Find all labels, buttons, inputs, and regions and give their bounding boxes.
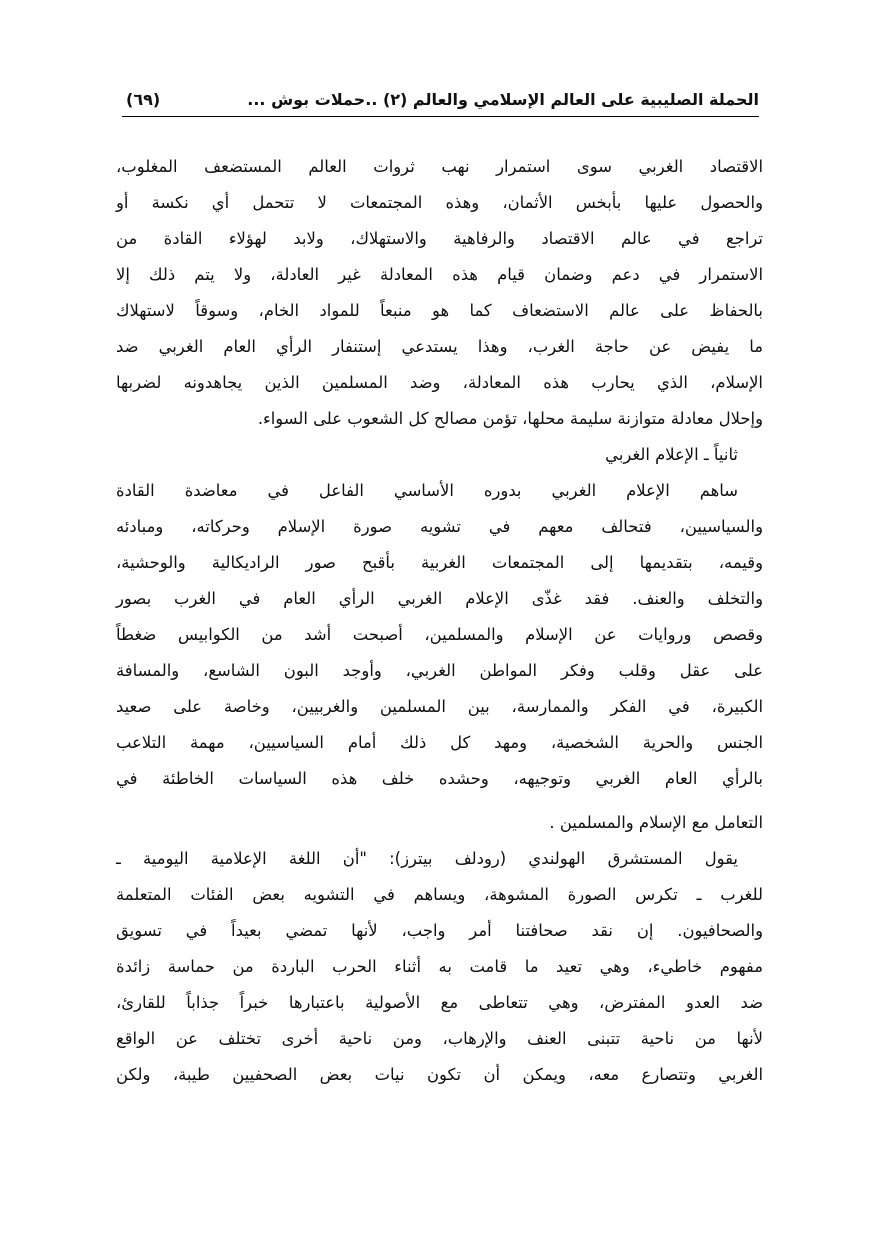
text-line: يقول المستشرق الهولندي (رودلف بيترز): "أن اللغة الإعلامية اليومية ـ — [116, 849, 738, 868]
text-line: التعامل مع الإسلام والمسلمين . — [549, 813, 763, 832]
text-line: لأنها من ناحية تتبنى العنف والإرهاب، ومن ناحية أخرى تختلف عن الواقع — [116, 1029, 763, 1048]
text-line: الغربي وتتصارع معه، ويمكن أن تكون نيات بعض الصحفيين طيبة، ولكن — [116, 1065, 763, 1084]
text-line: وقيمه، بتقديمها إلى المجتمعات الغربية بأقبح صور الراديكالية والوحشية، — [116, 553, 763, 572]
running-header — [122, 88, 759, 117]
text-line: مفهوم خاطيء، وهي تعيد ما قامت به أثناء الحرب الباردة من حماسة زائدة — [116, 957, 763, 976]
text-line: تراجع في عالم الاقتصاد والرفاهية والاستهلاك، ولابد لهؤلاء القادة من — [116, 229, 763, 248]
text-line: الاقتصاد الغربي سوى استمرار نهب ثروات العالم المستضعف المغلوب، — [116, 157, 763, 176]
text-line: الجنس والحرية الشخصية، ومهد كل ذلك أمام السياسيين، مهمة التلاعب — [116, 733, 763, 752]
section-heading: ثانياً ـ الإعلام الغربي — [605, 445, 738, 464]
text-line: والصحافيون. إن نقد صحافتنا أمر واجب، لأنها تمضي بعيداً في تسويق — [116, 921, 763, 940]
text-line: ساهم الإعلام الغربي بدوره الأساسي الفاعل في معاضدة القادة — [116, 481, 738, 500]
text-line: ما يفيض عن حاجة الغرب، وهذا يستدعي إستنفار الرأي العام الغربي ضد — [116, 337, 763, 356]
text-line: بالرأي العام الغربي وتوجيهه، وحشده خلف هذه السياسات الخاطئة في — [116, 769, 763, 788]
text-line: الإسلام، الذي يحارب هذه المعادلة، وضد المسلمين الذين يجاهدونه لضربها — [116, 373, 763, 392]
text-line: الاستمرار في دعم وضمان قيام هذه المعادلة غير العادلة، ولا يتم ذلك إلا — [116, 265, 763, 284]
text-line: والسياسيين، فتحالف معهم في تشويه صورة الإسلام وحركاته، ومبادئه — [116, 517, 763, 536]
page-number: (٦٩) — [126, 90, 161, 109]
text-line: بالحفاظ على عالم الاستضعاف كما هو منبعاً للمواد الخام، وسوقاً لاستهلاك — [116, 301, 763, 320]
text-line: والتخلف والعنف. فقد غذّى الإعلام الغربي الرأي العام في الغرب بصور — [116, 589, 763, 608]
header-title: الحملة الصليبية على العالم الإسلامي والعالم (٢) ..حملات بوش ... — [247, 90, 759, 109]
body-text — [116, 149, 763, 1093]
text-line: للغرب ـ تكرس الصورة المشوهة، ويساهم في التشويه بعض الفئات المتعلمة — [116, 885, 763, 904]
text-line: وقصص وروايات عن الإسلام والمسلمين، أصبحت أشد من الكوابيس ضغطاً — [116, 625, 763, 644]
text-line: على عقل وقلب وفكر المواطن الغربي، وأوجد البون الشاسع، والمسافة — [116, 661, 763, 680]
text-line: الكبيرة، في الفكر والممارسة، بين المسلمين والغربيين، وخاصة على صعيد — [116, 697, 763, 716]
text-line: والحصول عليها بأبخس الأثمان، وهذه المجتمعات لا تتحمل أي نكسة أو — [116, 193, 763, 212]
text-line: وإحلال معادلة متوازنة سليمة محلها، تؤمن مصالح كل الشعوب على السواء. — [257, 409, 763, 428]
text-line: ضد العدو المفترض، وهي تتعاطى مع الأصولية باعتبارها خبراً جذاباً للقارئ، — [116, 993, 763, 1012]
